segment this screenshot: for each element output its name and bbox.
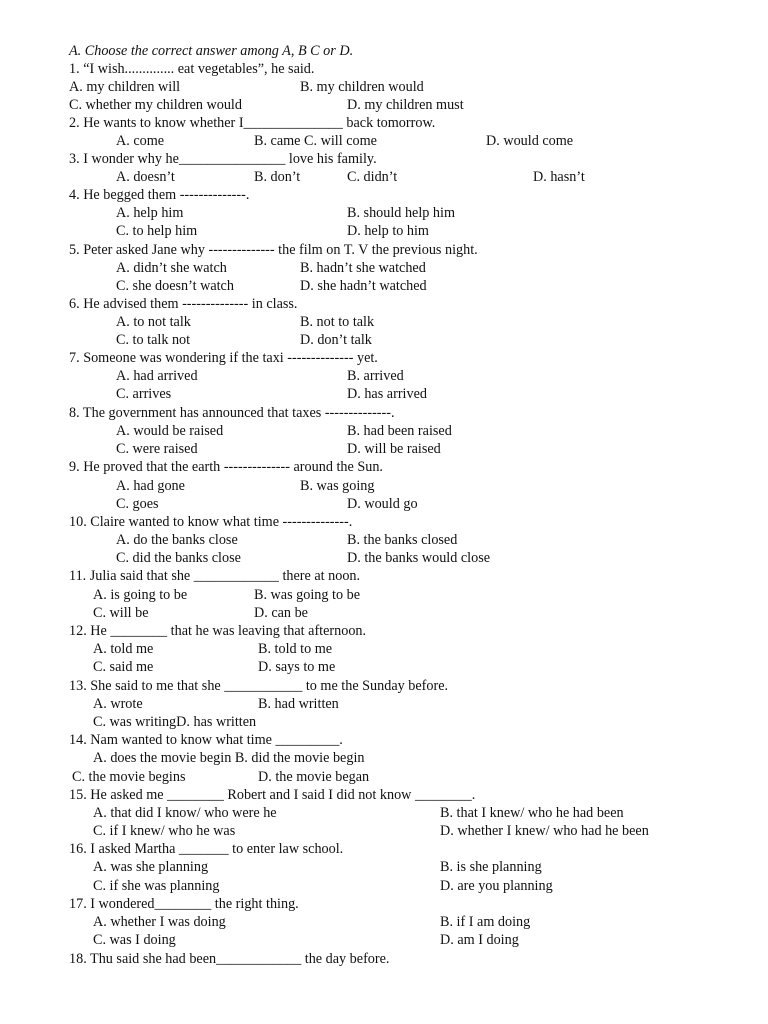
q2-option-d: D. would come [486,133,574,149]
q4-option-b: B. should help him [347,205,455,221]
q1-option-c: C. whether my children would [69,97,242,113]
question-5: 5. Peter asked Jane why -------------- the film on T. V the previous night. [69,242,478,258]
q3-option-a: A. doesn’t [116,169,175,185]
question-15: 15. He asked me ________ Robert and I said I did not know ________. [69,787,476,803]
q13-option-b: B. had written [258,696,339,712]
q8-option-a: A. would be raised [116,423,224,439]
q10-option-a: A. do the banks close [116,532,238,548]
question-10: 10. Claire wanted to know what time --------------. [69,514,353,530]
q4-option-a: A. help him [116,205,184,221]
q10-option-b: B. the banks closed [347,532,458,548]
question-13: 13. She said to me that she ___________ to me the Sunday before. [69,678,449,694]
q15-option-d: D. whether I knew/ who had he been [440,823,649,839]
q14-options-ab: A. does the movie begin B. did the movie begin [93,750,365,766]
q7-option-c: C. arrives [116,386,172,402]
question-12: 12. He ________ that he was leaving that afternoon. [69,623,367,639]
q7-option-a: A. had arrived [116,368,198,384]
question-2: 2. He wants to know whether I______________ back tomorrow. [69,115,436,131]
q11-option-a: A. is going to be [93,587,188,603]
q15-option-c: C. if I knew/ who he was [93,823,236,839]
q6-option-c: C. to talk not [116,332,191,348]
q6-option-b: B. not to talk [300,314,375,330]
q10-option-d: D. the banks would close [347,550,491,566]
q16-option-b: B. is she planning [440,859,542,875]
q13-options-cd: C. was writingD. has written [93,714,257,730]
question-3: 3. I wonder why he_______________ love his family. [69,151,377,167]
question-6: 6. He advised them -------------- in class. [69,296,298,312]
q5-option-d: D. she hadn’t watched [300,278,427,294]
question-7: 7. Someone was wondering if the taxi -------------- yet. [69,350,378,366]
q8-option-d: D. will be raised [347,441,441,457]
q15-option-b: B. that I knew/ who he had been [440,805,624,821]
q1-option-b: B. my children would [300,79,424,95]
q7-option-d: D. has arrived [347,386,427,402]
question-4: 4. He begged them --------------. [69,187,250,203]
q9-option-d: D. would go [347,496,418,512]
q3-option-d: D. hasn’t [533,169,585,185]
q8-option-b: B. had been raised [347,423,452,439]
q11-option-b: B. was going to be [254,587,361,603]
q5-option-c: C. she doesn’t watch [116,278,234,294]
q17-option-c: C. was I doing [93,932,176,948]
question-18: 18. Thu said she had been____________ the day before. [69,951,390,967]
question-11: 11. Julia said that she ____________ there at noon. [69,568,361,584]
q5-option-a: A. didn’t she watch [116,260,227,276]
q14-option-c: C. the movie begins [72,769,186,785]
q6-option-d: D. don’t talk [300,332,372,348]
q17-option-d: D. am I doing [440,932,519,948]
q15-option-a: A. that did I know/ who were he [93,805,277,821]
q12-option-c: C. said me [93,659,154,675]
q4-option-d: D. help to him [347,223,429,239]
q6-option-a: A. to not talk [116,314,191,330]
q3-option-c: C. didn’t [347,169,398,185]
q1-option-d: D. my children must [347,97,464,113]
q5-option-b: B. hadn’t she watched [300,260,426,276]
question-17: 17. I wondered________ the right thing. [69,896,299,912]
q17-option-a: A. whether I was doing [93,914,226,930]
q7-option-b: B. arrived [347,368,404,384]
q2-option-bc: B. came C. will come [254,133,377,149]
q12-option-d: D. says to me [258,659,336,675]
q11-option-d: D. can be [254,605,308,621]
question-8: 8. The government has announced that taxes --------------. [69,405,395,421]
q17-option-b: B. if I am doing [440,914,531,930]
q9-option-c: C. goes [116,496,159,512]
q4-option-c: C. to help him [116,223,198,239]
question-14: 14. Nam wanted to know what time _________. [69,732,343,748]
q9-option-b: B. was going [300,478,375,494]
q3-option-b: B. don’t [254,169,301,185]
q9-option-a: A. had gone [116,478,185,494]
question-1: 1. “I wish.............. eat vegetables”, he said. [69,61,315,77]
q10-option-c: C. did the banks close [116,550,241,566]
q12-option-b: B. told to me [258,641,333,657]
question-9: 9. He proved that the earth -------------- around the Sun. [69,459,383,475]
question-16: 16. I asked Martha _______ to enter law school. [69,841,344,857]
q12-option-a: A. told me [93,641,154,657]
q16-option-c: C. if she was planning [93,878,220,894]
q13-option-a: A. wrote [93,696,143,712]
q11-option-c: C. will be [93,605,149,621]
q1-option-a: A. my children will [69,79,181,95]
q16-option-d: D. are you planning [440,878,553,894]
section-header: A. Choose the correct answer among A, B C or D. [69,43,354,59]
q16-option-a: A. was she planning [93,859,209,875]
q8-option-c: C. were raised [116,441,198,457]
q2-option-a: A. come [116,133,165,149]
q14-option-d: D. the movie began [258,769,370,785]
